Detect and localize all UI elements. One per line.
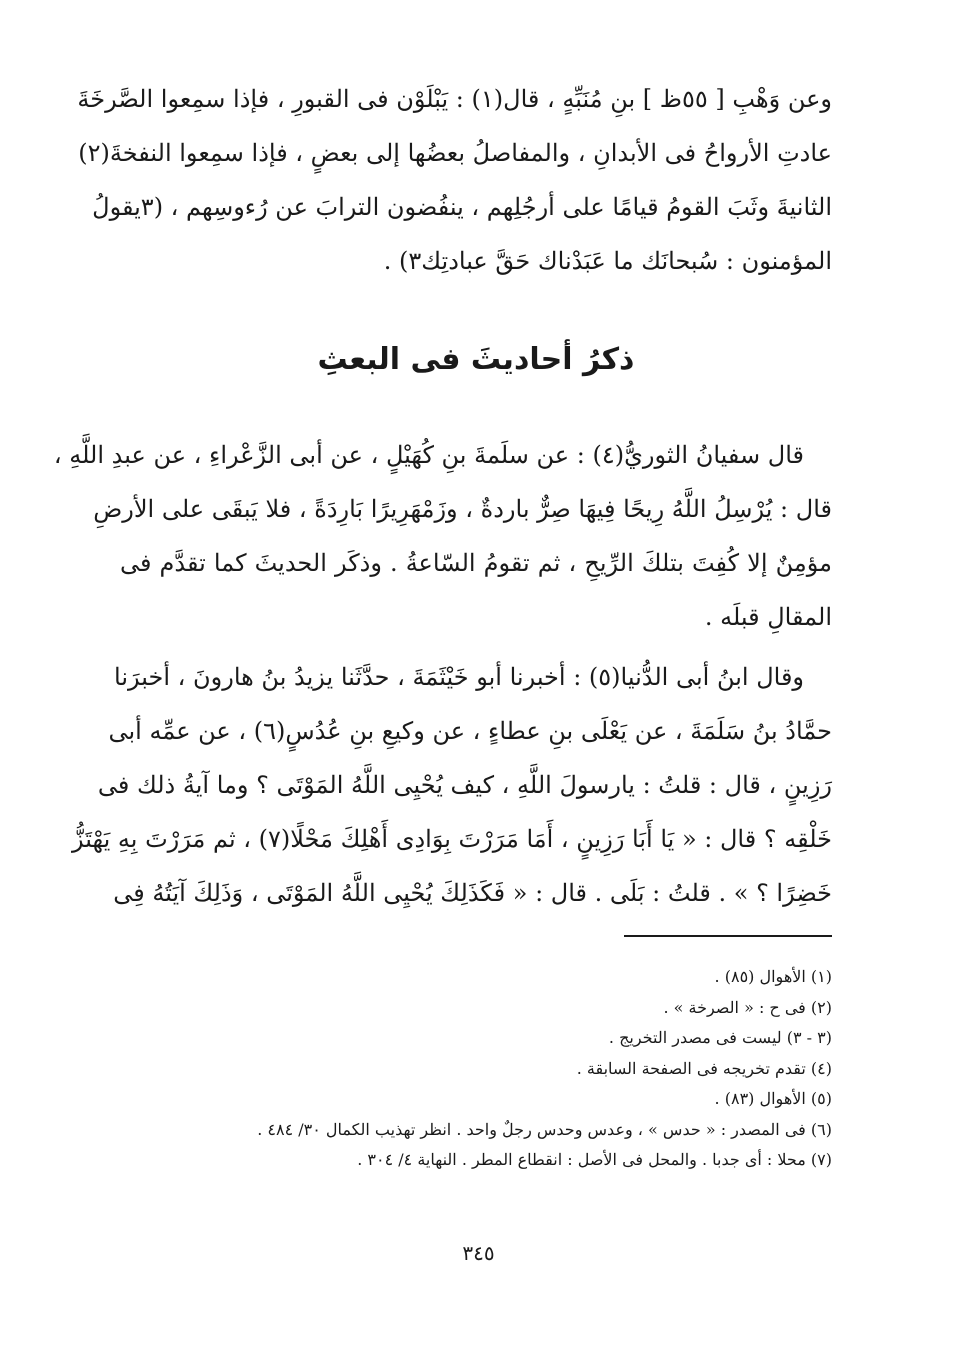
text-line: وعن وَهْبِ [ ٥٥ظ ] بنِ مُنَبِّهٍ ، قال(١) : يَبْلَوْن فى القبورِ ، فإذا سمِعوا الصَّرخَةَ [77,85,832,113]
text-line: المقالِ قبلَه . [704,603,832,631]
footnote-item: (١) الأهوال (٨٥) . [714,967,832,986]
text-line: الثانيةَ وثَبَ القومُ قيامًا على أرجُلِهم ، ينفُضون الترابَ عن رُءوسِهم ، (٣يقولُ [92,193,832,221]
footnote-item: (٥) الأهوال (٨٣) . [714,1089,832,1108]
text-line: المؤمنون : سُبحانَك ما عَبَدْناك حَقَّ عبادتِك٣) . [383,247,832,275]
text-line: وقال ابنُ أبى الدُّنيا(٥) : أخبرنا أبو خَيْثَمَةَ ، حدَّثَنا يزيدُ بنُ هارونَ ، أخبرَنا [114,663,804,691]
text-line: قال : يُرْسِلُ اللَّهُ رِيحًا فِيهَا صِرٌّ باردةٌ ، وزَمْهَرِيرًا بَارِدَةً ، فلا يَبقَى على الأرضِ [93,495,832,523]
footnotes [120,962,832,1176]
text-line: رَزِينٍ ، قال : قلتُ : يارسولَ اللَّهِ ، كيف يُحْيِى اللَّهُ المَوْتَى ؟ وما آيةُ ذلك فى [97,771,832,799]
footnote-item: (٤) تقدم تخريجه فى الصفحة السابقة . [576,1058,832,1078]
footnote-item: (٢) فى ح : « الصرخة » . [663,997,832,1017]
text-line: مؤمِنٌ إلا كُفِتَ بتلكَ الرِّيحِ ، ثم تقومُ السّاعةُ . وذكَر الحديثَ كما تقدَّم فى [120,549,832,577]
text-line: قال سفيانُ الثوريُّ(٤) : عن سلَمةَ بنِ كُهَيْلٍ ، عن أبى الزَّعْراءِ ، عن عبدِ اللَّهِ ، [53,441,804,469]
footnote-divider [624,935,832,937]
text-line: حمَّادُ بنُ سَلَمَةَ ، عن يَعْلَى بنِ عطاءٍ ، عن وكيعِ بنِ عُدُسٍ(٦) ، عن عمِّه أبى [108,717,832,745]
text-line: عادتِ الأرواحُ فى الأبدانِ ، والمفاصلُ بعضُها إلى بعضٍ ، فإذا سمِعوا النفخةَ(٢) [78,139,832,167]
footnote-item: (٣ - ٣) ليست فى مصدر التخريج . [608,1028,832,1047]
footnote-item: (٦) فى المصدر : « حدس » ، وعدس وحدس رجلٌ واحد . انظر تهذيب الكمال ٣٠/ ٤٨٤ . [257,1119,832,1139]
footnote-item: (٧) محلا : أى جدبا . والمحل فى الأصل : انقطاع المطر . النهاية ٤/ ٣٠٤ . [357,1150,832,1169]
paragraph-sufyan [53,428,832,644]
text-line: خَضِرًا ؟ » . قلتُ : بَلَى . قال : « فَكَذَلِكَ يُحْيِى اللَّهُ المَوْتَى ، وَذَلِكَ آيَتُهُ فِى [113,879,832,907]
section-heading: ذكرُ أحاديثَ فى البعثِ [317,342,635,377]
paragraph-ibn-abi-dunya [72,650,832,920]
text-line: خَلْقِه ؟ قال : « يَا أَبَا رَزِينٍ ، أَمَا مَرَرْتَ بِوَادِى أَهْلِكَ مَحْلًا(٧) ، ثم مَرَرْتَ بِهِ يَهْتَزُّ [72,825,832,853]
paragraph-wahb [77,72,832,288]
page-number: ٣٤٥ [462,1241,495,1265]
